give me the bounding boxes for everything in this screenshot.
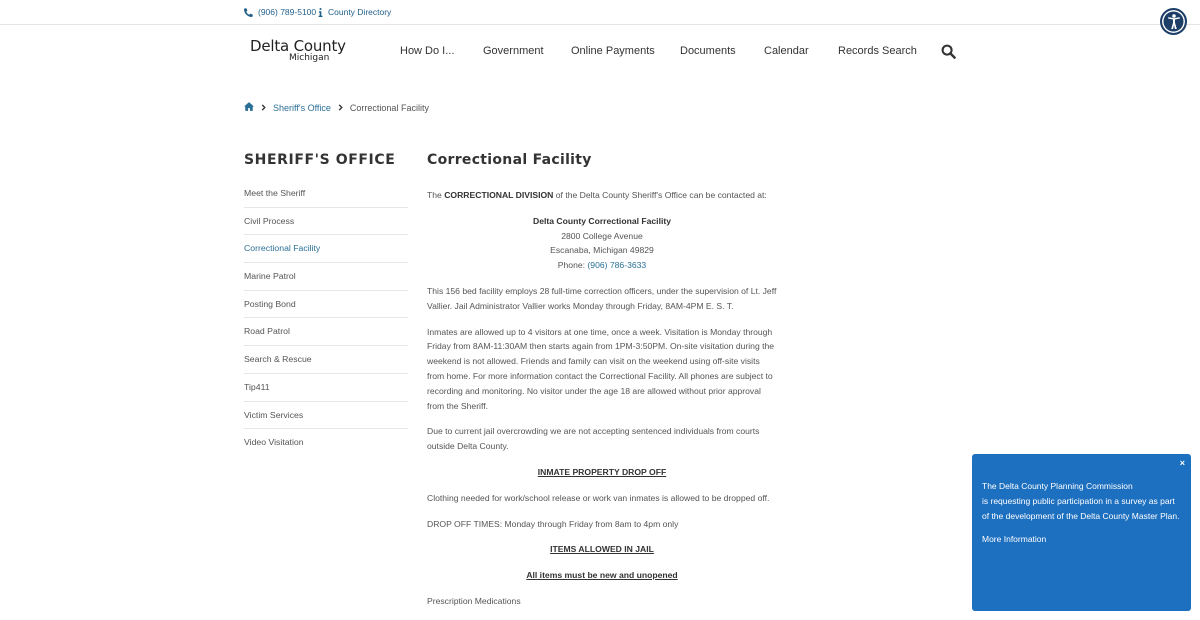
intro-text: The bbox=[427, 190, 445, 200]
sidebar-nav bbox=[244, 180, 408, 457]
new-items-heading-row bbox=[427, 568, 777, 583]
sidebar-item-correctional-facility[interactable]: Correctional Facility bbox=[244, 235, 408, 263]
sidebar-item-meet-the-sheriff[interactable]: Meet the Sheriff bbox=[244, 180, 408, 208]
street-address: 2800 College Avenue bbox=[561, 230, 643, 241]
home-icon bbox=[244, 102, 254, 111]
nav-how-do-i[interactable]: How Do I... bbox=[400, 45, 455, 57]
phone-label: Phone: bbox=[557, 260, 588, 271]
nav-calendar[interactable]: Calendar bbox=[764, 45, 809, 57]
address-block bbox=[427, 214, 777, 273]
search-button[interactable] bbox=[941, 44, 956, 64]
breadcrumb bbox=[244, 102, 429, 113]
items-heading-row bbox=[427, 542, 777, 557]
sidebar-item-tip411[interactable]: Tip411 bbox=[244, 374, 408, 402]
intro-paragraph bbox=[427, 188, 777, 203]
clothing-paragraph: Clothing needed for work/school release or work van inmates is allowed to be dropped off. bbox=[427, 492, 770, 503]
info-icon bbox=[318, 8, 323, 17]
sidebar-item-video-visitation[interactable]: Video Visitation bbox=[244, 437, 304, 448]
new-items-heading: All items must be new and unopened bbox=[526, 570, 678, 581]
more-information-link[interactable]: More Information bbox=[982, 534, 1047, 545]
facility-name: Delta County Correctional Facility bbox=[532, 215, 671, 226]
nav-documents[interactable]: Documents bbox=[680, 45, 736, 57]
overcrowding-paragraph: Due to current jail overcrowding we are not accepting sentenced individuals from courts outside Delta County. bbox=[427, 426, 760, 452]
sidebar-item-road-patrol[interactable]: Road Patrol bbox=[244, 318, 408, 346]
accessibility-button[interactable] bbox=[1160, 8, 1187, 35]
sidebar-title: SHERIFF'S OFFICE bbox=[244, 152, 396, 168]
utility-bar bbox=[0, 0, 1200, 25]
county-directory-label: County Directory bbox=[328, 7, 392, 17]
items-allowed-heading: ITEMS ALLOWED IN JAIL bbox=[550, 544, 654, 555]
sidebar-item-civil-process[interactable]: Civil Process bbox=[244, 208, 408, 236]
visitation-paragraph: Inmates are allowed up to 4 visitors at one time, once a week. Visitation is Monday through Friday from 8AM-11:30AM then starts again from 1PM-3:50PM. On-site visitation during the weekend is not allowed. Friends and family can visit on the weekend using off-site visits from home. For more information contact the Correctional Facility. All phones are subject to recording and monitoring. No visitor under the age 18 are allowed without prior approval from the Sheriff. bbox=[427, 326, 775, 411]
phone-number: (906) 789-5100 bbox=[258, 7, 317, 17]
phone-link[interactable] bbox=[244, 7, 316, 17]
prescription-item: Prescription Medications bbox=[427, 595, 521, 606]
dropoff-heading: INMATE PROPERTY DROP OFF bbox=[537, 466, 667, 477]
intro-bold: CORRECTIONAL DIVISION bbox=[444, 190, 554, 200]
facility-paragraph: This 156 bed facility employs 28 full-time correction officers, under the supervision of Lt. Jeff Vallier. Jail Administrator Vallier works Monday through Friday, 8AM-4PM E. S. T. bbox=[427, 285, 777, 311]
accessibility-icon bbox=[1167, 14, 1181, 30]
page-title: Correctional Facility bbox=[427, 152, 592, 168]
phone-icon bbox=[244, 8, 253, 17]
dropoff-times: DROP OFF TIMES: Monday through Friday from 8am to 4pm only bbox=[427, 518, 679, 529]
chevron-right-icon bbox=[338, 104, 343, 111]
main-content bbox=[427, 152, 777, 620]
logo[interactable] bbox=[250, 37, 346, 65]
breadcrumb-current: Correctional Facility bbox=[349, 102, 429, 113]
sidebar-item-search-rescue[interactable]: Search & Rescue bbox=[244, 346, 408, 374]
logo-title: Delta County bbox=[250, 37, 346, 55]
nav-online-payments[interactable]: Online Payments bbox=[571, 45, 655, 57]
sidebar-item-victim-services[interactable]: Victim Services bbox=[244, 402, 408, 430]
sidebar-item-marine-patrol[interactable]: Marine Patrol bbox=[244, 263, 408, 291]
notice-text bbox=[982, 479, 1181, 523]
breadcrumb-home[interactable] bbox=[244, 102, 254, 113]
planning-commission-notice bbox=[972, 454, 1191, 611]
sidebar-item-posting-bond[interactable]: Posting Bond bbox=[244, 291, 408, 319]
notice-line2: is requesting public participation in a survey as part of the development of the Delta County Master Plan. bbox=[982, 495, 1180, 521]
breadcrumb-sheriffs-office[interactable]: Sheriff's Office bbox=[273, 102, 331, 113]
nav-government[interactable]: Government bbox=[483, 45, 544, 57]
search-icon bbox=[941, 44, 956, 59]
intro-text-end: of the Delta County Sheriff's Office can be contacted at: bbox=[553, 190, 767, 200]
city-address: Escanaba, Michigan 49829 bbox=[550, 245, 654, 256]
close-icon[interactable]: × bbox=[1179, 458, 1185, 468]
facility-phone-link[interactable]: (906) 786-3633 bbox=[587, 260, 647, 271]
phone-line bbox=[427, 258, 777, 273]
chevron-right-icon bbox=[261, 104, 266, 111]
county-directory-link[interactable] bbox=[318, 7, 391, 17]
nav-records-search[interactable]: Records Search bbox=[838, 45, 917, 57]
logo-subtitle: Michigan bbox=[289, 53, 330, 63]
notice-line1: The Delta County Planning Commission bbox=[982, 481, 1133, 491]
dropoff-heading-row bbox=[427, 465, 777, 480]
